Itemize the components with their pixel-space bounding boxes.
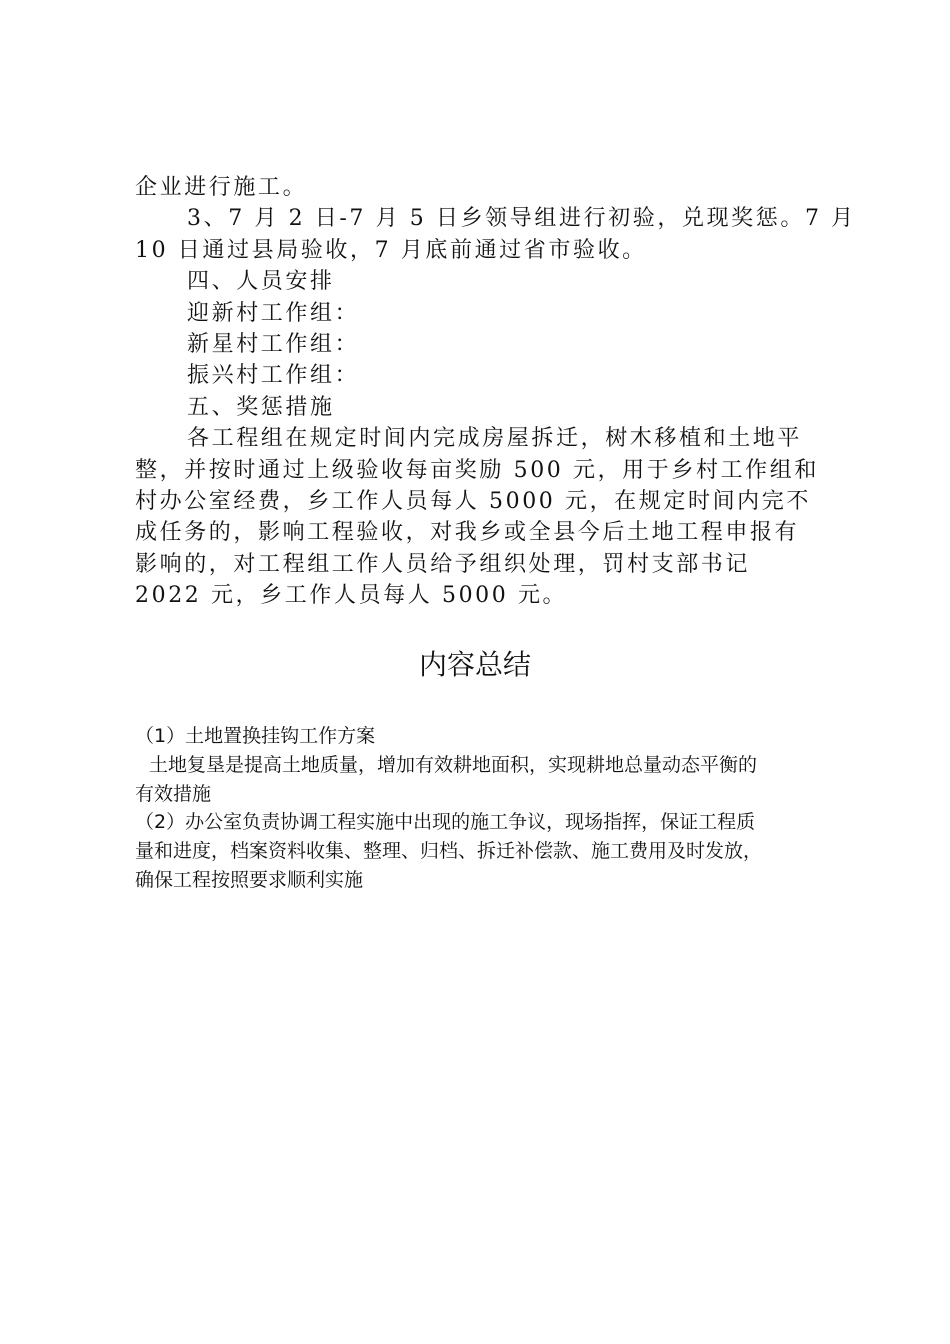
- body-line: 各工程组在规定时间内完成房屋拆迁，树木移植和土地平: [187, 426, 803, 452]
- summary-line: （2）办公室负责协调工程实施中出现的施工争议，现场指挥，保证工程质: [135, 811, 756, 834]
- summary-line: 有效措施: [135, 782, 212, 805]
- summary-line: 土地复垦是提高土地质量，增加有效耕地面积，实现耕地总量动态平衡的: [149, 753, 758, 776]
- document-body: [135, 172, 856, 612]
- body-line: 10 日通过县局验收，7 月底前通过省市验收。: [135, 237, 647, 263]
- summary-line: （1）土地置换挂钩工作方案: [135, 725, 376, 747]
- body-line: 迎新村工作组：: [187, 300, 360, 326]
- body-line: 3、7 月 2 日-7 月 5 日乡领导组进行初验，兑现奖惩。7 月: [187, 206, 856, 232]
- body-line: 成任务的，影响工程验收，对我乡或全县今后土地工程申报有: [135, 520, 800, 546]
- body-line: 影响的，对工程组工作人员给予组织处理，罚村支部书记: [135, 551, 751, 577]
- section-heading: 四、人员安排: [187, 269, 335, 295]
- summary-title: 内容总结: [418, 648, 531, 681]
- summary-section: [135, 722, 835, 895]
- summary-line: 确保工程按照要求顺利实施: [135, 868, 364, 891]
- body-line: 振兴村工作组：: [187, 363, 360, 389]
- body-line: 2022 元，乡工作人员每人 5000 元。: [135, 583, 568, 609]
- summary-line: 量和进度，档案资料收集、整理、归档、拆迁补偿款、施工费用及时发放，: [135, 840, 763, 863]
- section-heading: 五、奖惩措施: [187, 394, 335, 420]
- body-line: 整，并按时通过上级验收每亩奖励 500 元，用于乡村工作组和: [135, 457, 819, 483]
- body-line: 村办公室经费，乡工作人员每人 5000 元，在规定时间内完不: [135, 489, 811, 515]
- body-line: 企业进行施工。: [135, 175, 308, 200]
- body-line: 新星村工作组：: [187, 332, 360, 358]
